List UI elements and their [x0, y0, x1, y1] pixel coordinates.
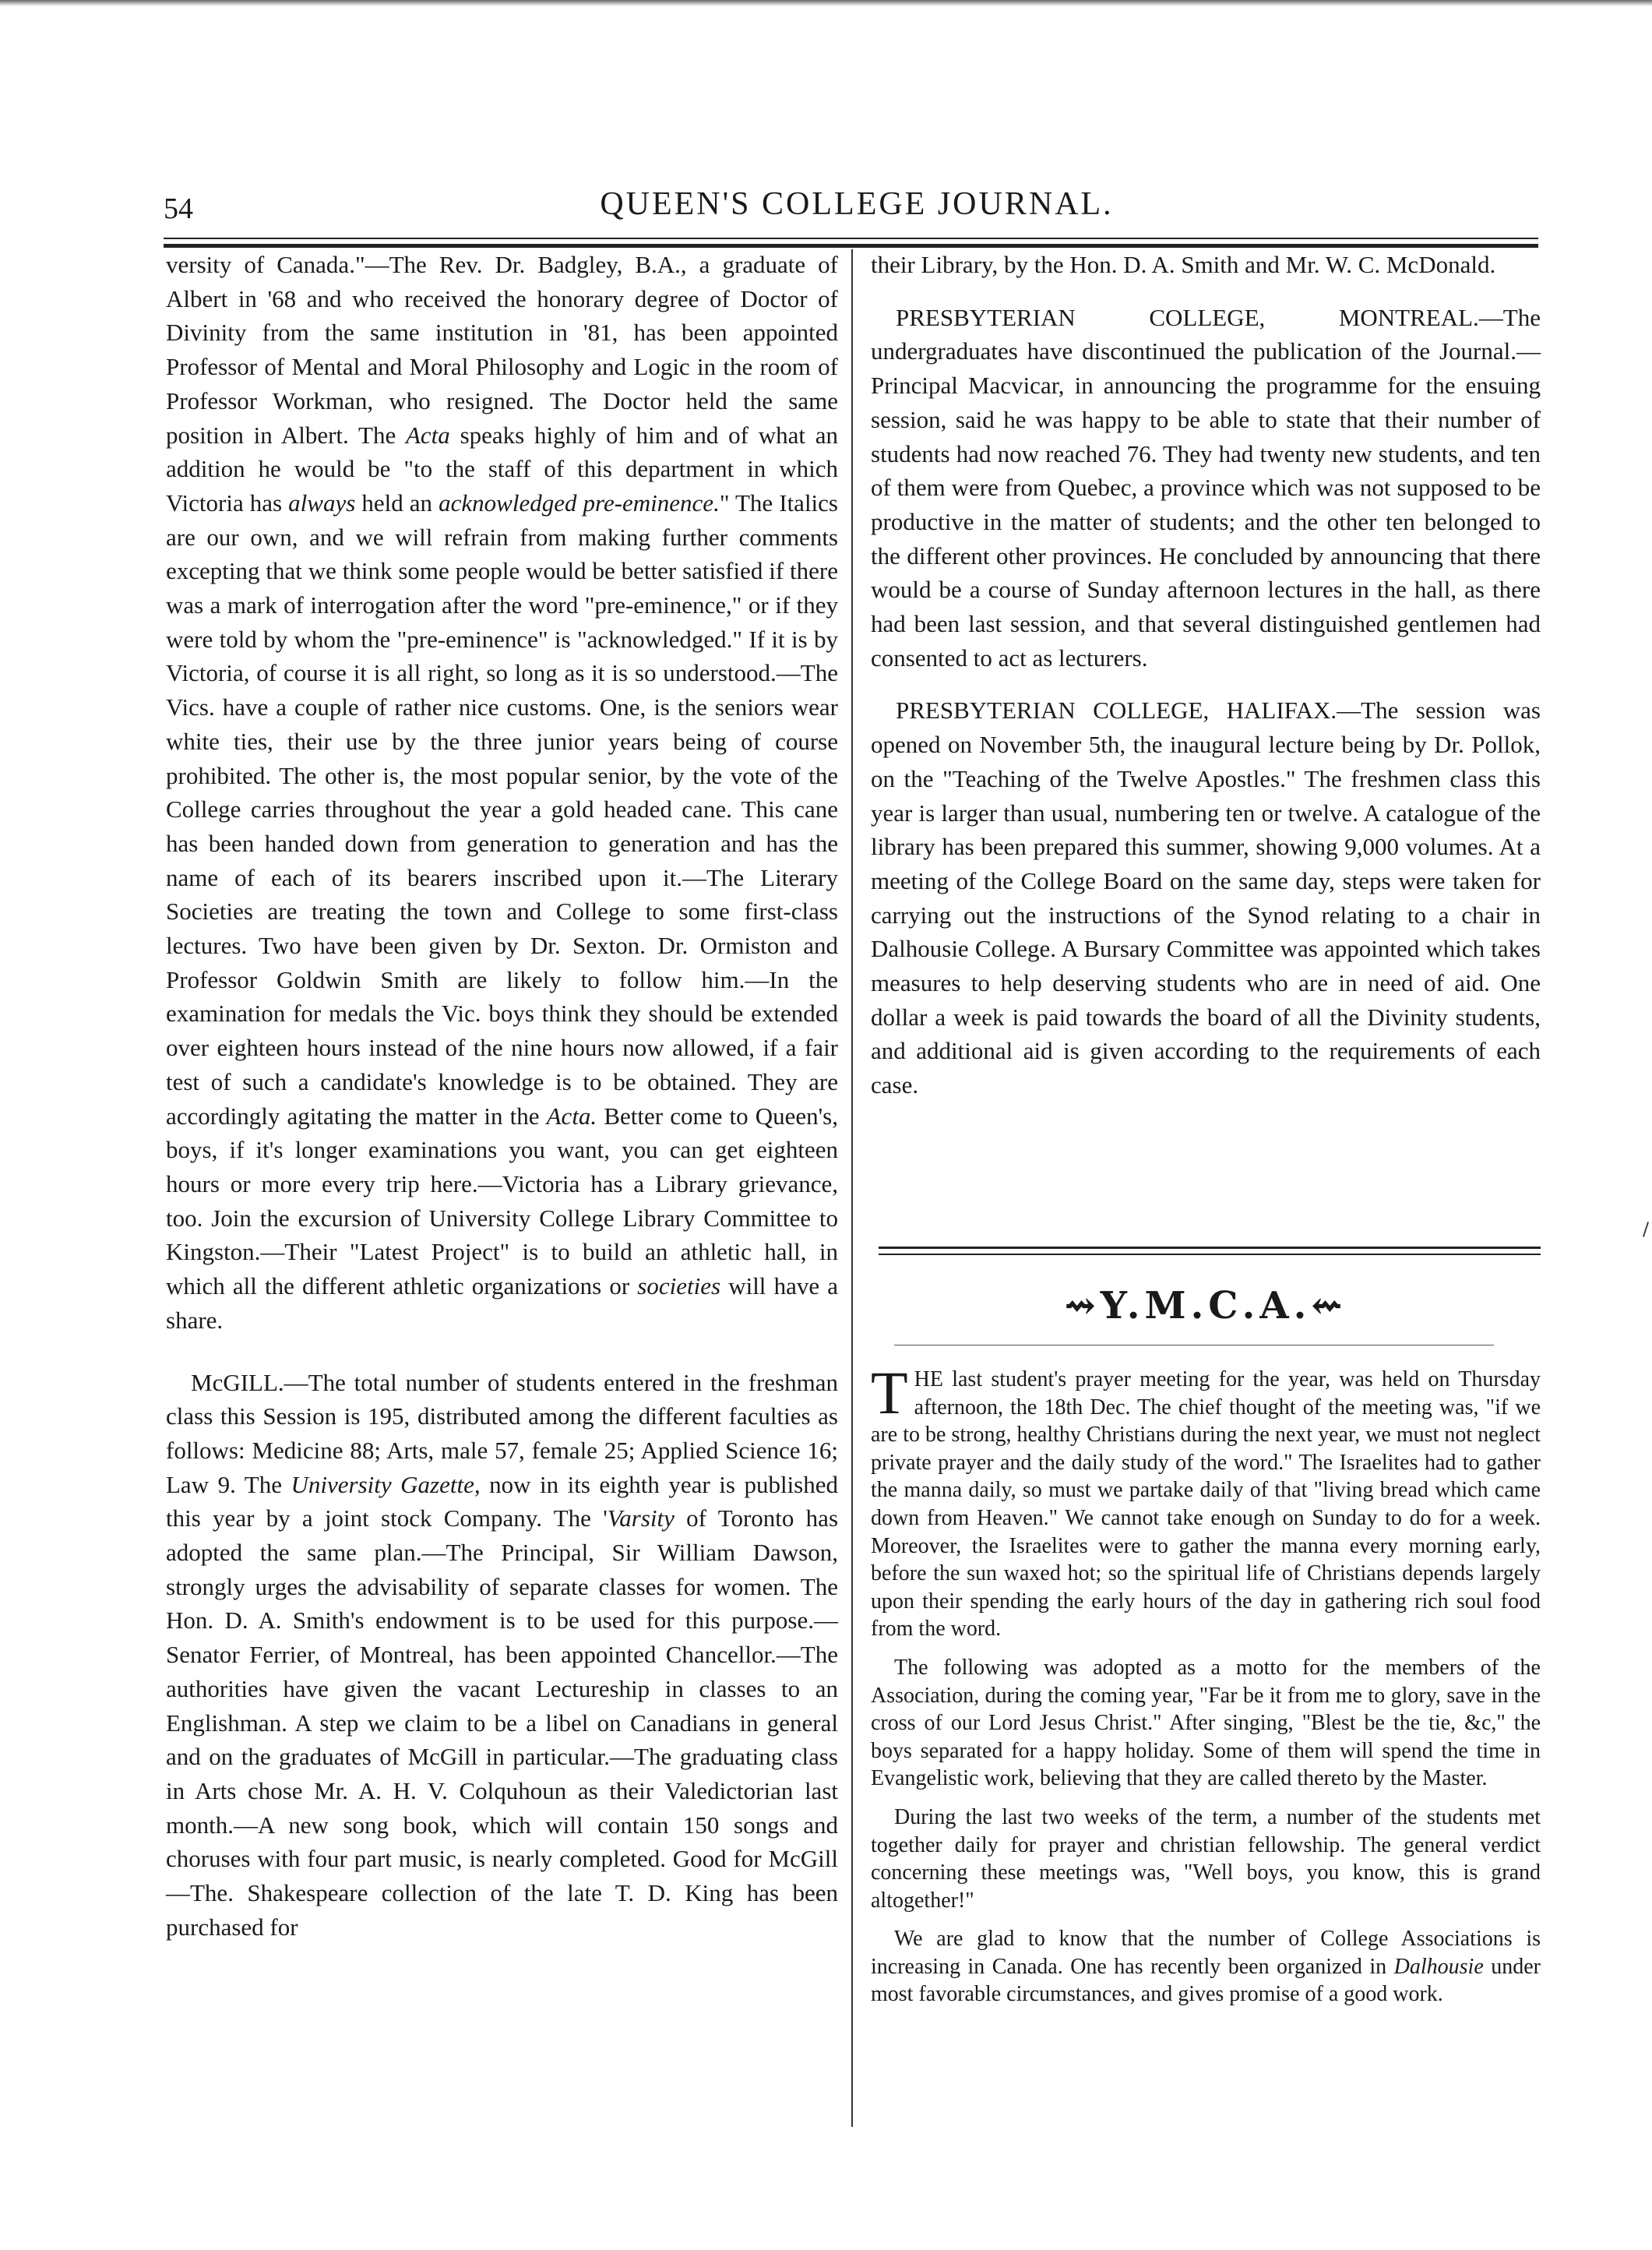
page-header	[164, 185, 1550, 232]
header-rule	[164, 238, 1538, 239]
presbyterian-halifax-paragraph: PRESBYTERIAN COLLEGE, HALIFAX.—The session was opened on November 5th, the inaugural lecture being by Dr. Pollok, on the "Teaching of the Twelve Apostles." The freshmen class this year is larger than usual, numbering ten or twelve. A catalogue of the library has been prepared this summer, showing 9,000 volumes. At a meeting of the College Board on the same day, steps were taken for carrying out the instructions of the Synod relating to a chair in Dalhousie College. A Bursary Committee was appointed which takes measures to help deserving students who are in need of aid. One dollar a week is paid towards the board of all the Divinity students, and additional aid is given according to the requirements of each case.	[871, 697, 1541, 1099]
ymca-text	[871, 1359, 1541, 2008]
ymca-paragraph-4: We are glad to know that the number of College Associations is increasing in Canada. One has recently been organized in Dalhousie under most favorable circumstances, and gives promise of a good work.	[871, 1927, 1541, 2007]
ymca-paragraph-1: THE last student's prayer meeting for the year, was held on Thursday afternoon, the 18th Dec. The chief thought of the meeting was, "if we are to be strong, healthy Christians during the next year, we must not neglect private prayer and the daily study of the word." The Israelites had to gather the manna daily, so must we partake daily of that "living bread which came down from Heaven." We cannot take enough on Sunday to do for a week. Moreover, the Israelites were to gather the manna every morning early, before the sun waxed hot; so the spiritual life of Christians depends largely upon their spending the early hours of the day in gathering rich soul food from the word.	[871, 1359, 1541, 1642]
ymca-paragraph-3: During the last two weeks of the term, a number of the students met together daily for prayer and christian fellowship. The general verdict concerning these meetings was, "Well boys, you know, this is grand altogether!"	[871, 1804, 1541, 1913]
ymca-paragraph-2: The following was adopted as a motto for the members of the Association, during the coming year, "Far be it from me to glory, save in the cross of our Lord Jesus Christ." After singing, "Blest be the tie, &c," the boys separated for a happy holiday. Some of them will spend the time in Evangelistic work, believing that they are called thereto by the Master.	[871, 1655, 1541, 1791]
continued-paragraph: their Library, by the Hon. D. A. Smith and Mr. W. C. McDonald.	[871, 251, 1496, 278]
scan-edge	[0, 0, 1652, 6]
section-double-rule	[871, 1247, 1541, 1264]
running-title: QUEEN'S COLLEGE JOURNAL.	[600, 186, 1114, 222]
victoria-paragraph: versity of Canada."—The Rev. Dr. Badgley, B.A., a graduate of Albert in '68 and who received the honorary degree of Doctor of Divinity from the same institution in '81, has been appointed Professor of Mental and Moral Philosophy and Logic in the room of Professor Workman, who resigned. The Doctor held the same position in Albert. The Acta speaks highly of him and of what an addition he would be "to the staff of this department in which Victoria has always held an acknowledged pre-eminence." The Italics are our own, and we will refrain from making further comments excepting that we think some people would be better satisfied if there was a mark of interrogation after the word "pre-eminence," or if they were told by whom the "pre-eminence" is "acknowledged." If it is by Victoria, of course it is all right, so long as it is so understood.—The Vics. have a couple of rather nice customs. One, is the seniors wear white ties, their use by the three junior years being of course prohibited. The other is, the most popular senior, by the vote of the College carries throughout the year a gold headed cane. This cane has been handed down from generation to generation and has the name of each of its bearers inscribed upon it.—The Literary Societies are treating the town and College to some first-class lectures. Two have been given by Dr. Sexton. Dr. Ormiston and Professor Goldwin Smith are likely to follow him.—In the examination for medals the Vic. boys think they should be extended over eighteen hours instead of the nine hours now allowed, if a fair test of such a candidate's knowledge is to be obtained. They are accordingly agitating the matter in the Acta. Better come to Queen's, boys, if it's longer examinations you want, you can get eighteen hours or more every trip here.—Victoria has a Library grievance, too. Join the excursion of University College Library Committee to Kingston.—Their "Latest Project" is to build an athletic hall, in which all the different athletic organizations or societies will have a share.	[166, 251, 838, 1334]
scan-mark	[1643, 1222, 1649, 1237]
ymca-section	[871, 1247, 1541, 2008]
right-column	[871, 248, 1541, 1102]
left-column	[166, 248, 838, 1944]
presbyterian-montreal-paragraph: PRESBYTERIAN COLLEGE, MONTREAL.—The undergraduates have discontinued the publication of the Journal.—Principal Macvicar, in announcing the programme for the ensuing session, said he was happy to be able to state that their number of students had now reached 76. They had twenty new students, and ten of them were from Quebec, a province which was not supposed to be productive in the matter of students; and the other ten belonged to the different other provinces. He concluded by announcing that there would be a course of Sunday afternoon lectures in the hall, as there had been last session, and that several distinguished gentlemen had consented to act as lecturers.	[871, 303, 1541, 672]
drop-cap: T	[871, 1359, 908, 1427]
page-number: 54	[164, 192, 193, 225]
mcgill-paragraph: McGILL.—The total number of students entered in the freshman class this Session is 195, distributed among the different faculties as follows: Medicine 88; Arts, male 57, female 25; Applied Science 16; Law 9. The University Gazette, now in its eighth year is published this year by a joint stock Company. The 'Varsity of Toronto has adopted the same plan.—The Principal, Sir William Dawson, strongly urges the advisability of separate classes for women. The Hon. D. A. Smith's endowment is to be used for this purpose.—Senator Ferrier, of Montreal, has been appointed Chancellor.—The authorities have given the vacant Lectureship in classes to an Englishman. A step we claim to be a libel on Canadians in general and on the graduates of McGill in particular.—The graduating class in Arts chose Mr. A. H. V. Colquhoun as their Valedictorian last month.—A new song book, which will contain 150 songs and choruses with four part music, is nearly completed. Good for McGill—The. Shakespeare collection of the late T. D. King has been purchased for	[166, 1368, 839, 1941]
ymca-heading: ⇝Y.M.C.A.⇜	[1064, 1284, 1347, 1328]
column-divider	[851, 249, 853, 2127]
